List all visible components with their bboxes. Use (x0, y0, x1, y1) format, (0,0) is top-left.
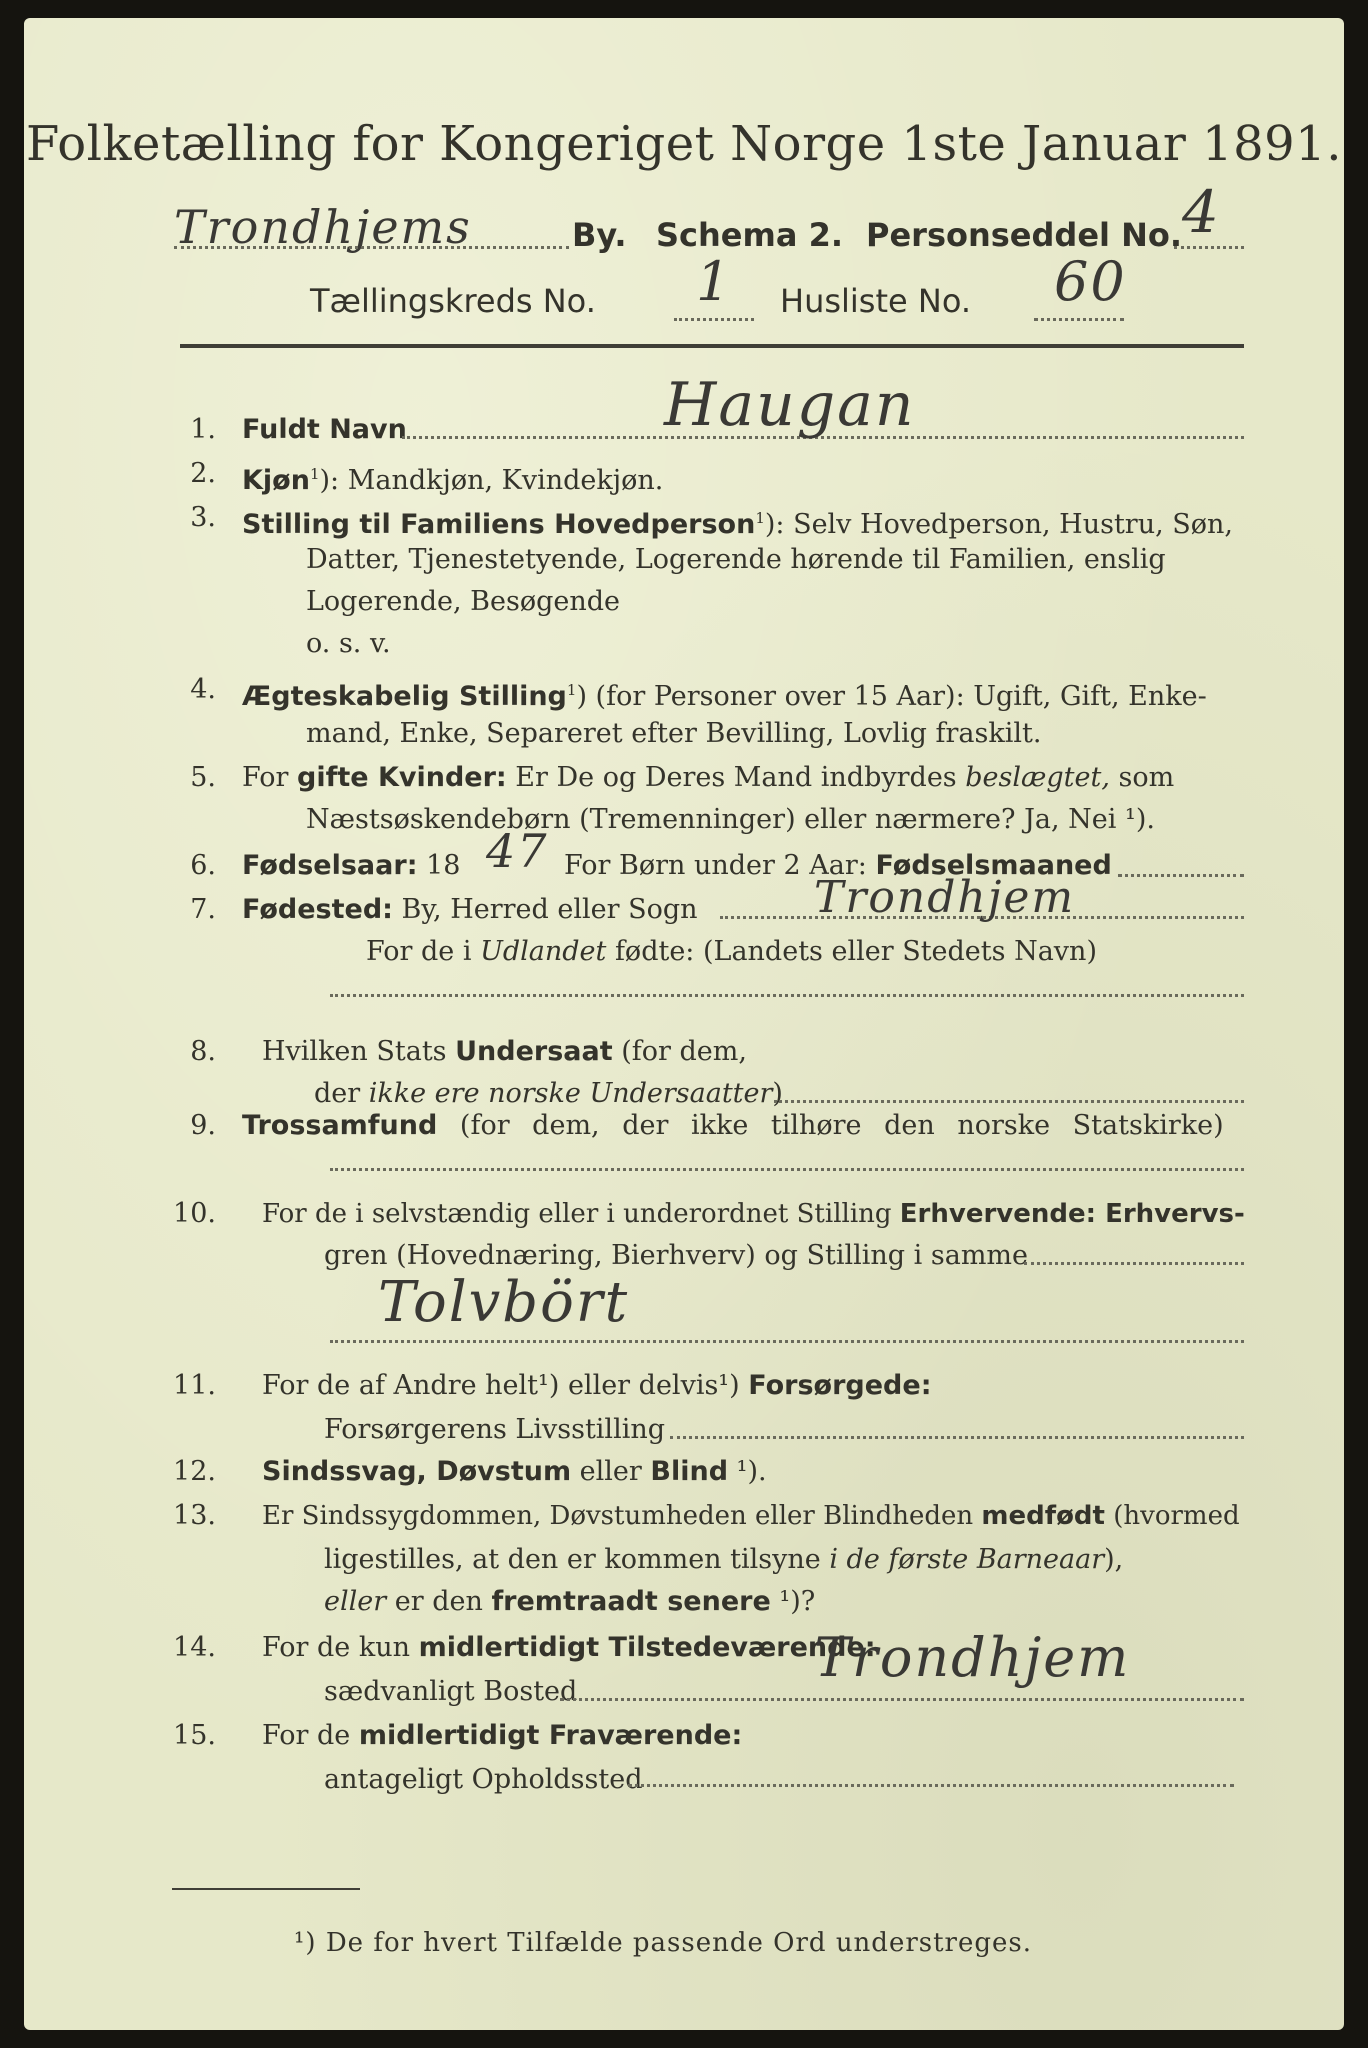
item-2-label: Kjøn (242, 465, 310, 496)
item-9-number: 9. (190, 1110, 216, 1141)
item-8-number: 8. (190, 1036, 216, 1067)
item-2-options: ): Mandkjøn, Kvindekjøn. (319, 465, 664, 496)
item-13-text (262, 1498, 1240, 1534)
item-13-l2it: i de første Barneaar (829, 1544, 1105, 1575)
item-10-dotline-2 (330, 1340, 1244, 1343)
item-10-label: Erhvervende: Erhvervs- (899, 1199, 1245, 1229)
item-8-text (262, 1034, 747, 1070)
personseddel-dotline (1174, 246, 1244, 249)
item-9-label: Trossamfund (242, 1110, 438, 1141)
item-4-number: 4. (190, 674, 216, 705)
city-dotline (174, 246, 569, 249)
form-title: Folketælling for Kongeriget Norge 1ste Januar 1891. (26, 116, 1342, 172)
item-9-text (242, 1108, 1224, 1144)
item-8-l2a: der (314, 1078, 369, 1109)
item-14-text (262, 1630, 876, 1666)
item-3-options: ): Selv Hovedperson, Hustru, Søn, (764, 509, 1233, 540)
item-3-number: 3. (190, 502, 216, 533)
schema-label: Schema 2. (656, 216, 843, 254)
item-6-label: Fødselsaar: (242, 850, 418, 881)
item-2-number: 2. (190, 458, 216, 489)
item-13-line-3 (324, 1584, 815, 1620)
item-7-label: Fødested: (242, 894, 393, 925)
personseddel-label: Personseddel No. (866, 216, 1183, 254)
item-4-options: ) (for Personer over 15 Aar): Ugift, Gift, Enke- (576, 681, 1207, 712)
item-13-l3a: er den (386, 1586, 492, 1617)
item-1-label: Fuldt Navn (242, 414, 407, 445)
item-4-label: Ægteskabelig Stilling (242, 681, 567, 712)
item-3-line-2: Datter, Tjenestetyende, Logerende hørende til Familien, enslig (306, 544, 1166, 575)
item-3-line-3: Logerende, Besøgende (306, 586, 620, 617)
item-3-text (242, 500, 1233, 543)
item-14-dotline (560, 1698, 1244, 1701)
item-1-name-handwritten: Haugan (664, 370, 916, 440)
item-8-l2b: ) (772, 1078, 783, 1109)
item-8-rest: (for dem, (612, 1036, 747, 1067)
item-8-line-2 (314, 1076, 783, 1112)
item-5-rest2: som (1109, 762, 1175, 793)
item-3-line-4: o. s. v. (306, 628, 391, 659)
item-15-line-2: antageligt Opholdssted (324, 1764, 643, 1795)
item-7-text (242, 892, 698, 928)
item-10-occupation-handwritten: Tolvbört (378, 1270, 630, 1335)
kreds-dotline (674, 318, 754, 321)
item-9-dotline (330, 1168, 1244, 1171)
item-5-pre: For (242, 762, 298, 793)
husliste-label: Husliste No. (780, 282, 971, 320)
footnote: ¹) De for hvert Tilfælde passende Ord understreges. (294, 1928, 1033, 1958)
item-1-number: 1. (190, 414, 216, 445)
item-7-l2a: For de i (366, 936, 481, 967)
item-13-number: 13. (173, 1500, 216, 1531)
item-2-sup: 1 (309, 465, 320, 483)
item-4-sup: 1 (566, 681, 577, 699)
item-6-dotline (1118, 874, 1244, 877)
city-handwritten: Trondhjems (174, 200, 472, 254)
item-11-dotline (670, 1436, 1244, 1439)
item-3-sup: 1 (755, 509, 765, 527)
item-14-residence-handwritten: Trondhjem (814, 1626, 1131, 1689)
item-13-l3c: ¹)? (770, 1586, 816, 1617)
item-8-pre: Hvilken Stats (262, 1036, 456, 1067)
item-7-dotline-2 (330, 994, 1244, 997)
item-13-l2b: ), (1104, 1544, 1124, 1575)
item-8-dotline (774, 1100, 1244, 1103)
item-14-number: 14. (173, 1632, 216, 1663)
item-6-text (242, 848, 460, 884)
item-10-dotline (1024, 1262, 1244, 1265)
item-6-century: 18 (417, 850, 461, 881)
kreds-label: Tællingskreds No. (310, 282, 596, 320)
item-13-rest: (hvormed (1104, 1501, 1240, 1531)
item-13-l2a: ligestilles, at den er kommen tilsyne (324, 1544, 830, 1575)
item-12-number: 12. (173, 1456, 216, 1487)
item-10-number: 10. (173, 1198, 216, 1229)
item-4-line-2: mand, Enke, Separeret efter Bevilling, Lovlig fraskilt. (306, 718, 1042, 749)
by-label: By. (572, 216, 627, 254)
item-14-line-2: sædvanligt Bosted (324, 1676, 578, 1707)
item-13-pre: Er Sindssygdommen, Døvstumheden eller Blindheden (262, 1501, 982, 1531)
item-7-rest: By, Herred eller Sogn (392, 894, 698, 925)
item-8-l2it: ikke ere norske Undersaatter (368, 1078, 773, 1109)
item-10-text (262, 1196, 1245, 1232)
husliste-dotline (1034, 318, 1124, 321)
item-5-number: 5. (190, 762, 216, 793)
item-7-l2b: fødte: (Landets eller Stedets Navn) (606, 936, 1097, 967)
item-11-text (262, 1368, 932, 1404)
item-11-pre: For de af Andre helt¹) eller delvis¹) (262, 1370, 749, 1401)
item-15-pre: For de (262, 1720, 359, 1751)
personseddel-number: 4 (1182, 178, 1221, 246)
item-6-rest2: For Børn under 2 Aar: (564, 850, 876, 881)
item-10-line-2: gren (Hovednæring, Bierhverv) og Stilling i samme (324, 1240, 1029, 1271)
item-14-pre: For de kun (262, 1632, 419, 1663)
husliste-number: 60 (1054, 250, 1127, 313)
item-9-rest: (for dem, der ikke tilhøre den norske Statskirke) (437, 1110, 1224, 1141)
item-5-label: gifte Kvinder: (297, 762, 507, 793)
item-5-text (242, 760, 1174, 796)
item-12-label2: Blind (650, 1456, 729, 1487)
item-7-number: 7. (190, 894, 216, 925)
item-8-label: Undersaat (455, 1036, 613, 1067)
census-form-sheet (24, 18, 1344, 2030)
item-13-label: medfødt (981, 1501, 1105, 1531)
item-5-line-2: Næstsøskendebørn (Tremenninger) eller nærmere? Ja, Nei ¹). (306, 804, 1155, 835)
item-13-l3b: fremtraadt senere (491, 1586, 771, 1617)
item-15-number: 15. (173, 1720, 216, 1751)
item-5-rest: Er De og Deres Mand indbyrdes (506, 762, 966, 793)
item-7-l2it: Udlandet (480, 936, 607, 967)
item-12-label: Sindssvag, Døvstum (262, 1456, 572, 1487)
item-13-line-2 (324, 1542, 1123, 1578)
item-3-label: Stilling til Familiens Hovedperson (242, 509, 756, 540)
header-rule (180, 344, 1244, 348)
item-12-text (262, 1454, 767, 1490)
item-15-dotline (628, 1784, 1234, 1787)
item-4-text (242, 672, 1207, 715)
item-15-label: midlertidigt Fraværende: (358, 1720, 743, 1751)
item-11-line-2: Forsørgerens Livsstilling (324, 1414, 666, 1445)
item-14-label: midlertidigt Tilstedeværende: (418, 1632, 876, 1663)
item-7-birthplace-handwritten: Trondhjem (814, 872, 1076, 923)
item-15-text (262, 1718, 742, 1754)
footnote-rule (172, 1888, 360, 1890)
item-2-text (242, 456, 663, 499)
item-6-number: 6. (190, 850, 216, 881)
item-5-italic: beslægtet, (965, 762, 1110, 793)
item-12-rest: eller (571, 1456, 651, 1487)
item-11-label: Forsørgede: (748, 1370, 932, 1401)
item-6-label2: Fødselsmaaned (875, 850, 1112, 881)
item-7-line-2 (366, 934, 1097, 970)
item-11-number: 11. (173, 1370, 216, 1401)
kreds-number: 1 (696, 250, 733, 313)
item-12-rest2: ¹). (728, 1456, 767, 1487)
item-13-l3it: eller (324, 1586, 387, 1617)
item-10-pre: For de i selvstændig eller i underordnet Stilling (262, 1199, 900, 1229)
item-6-year-handwritten: 47 (486, 824, 549, 878)
